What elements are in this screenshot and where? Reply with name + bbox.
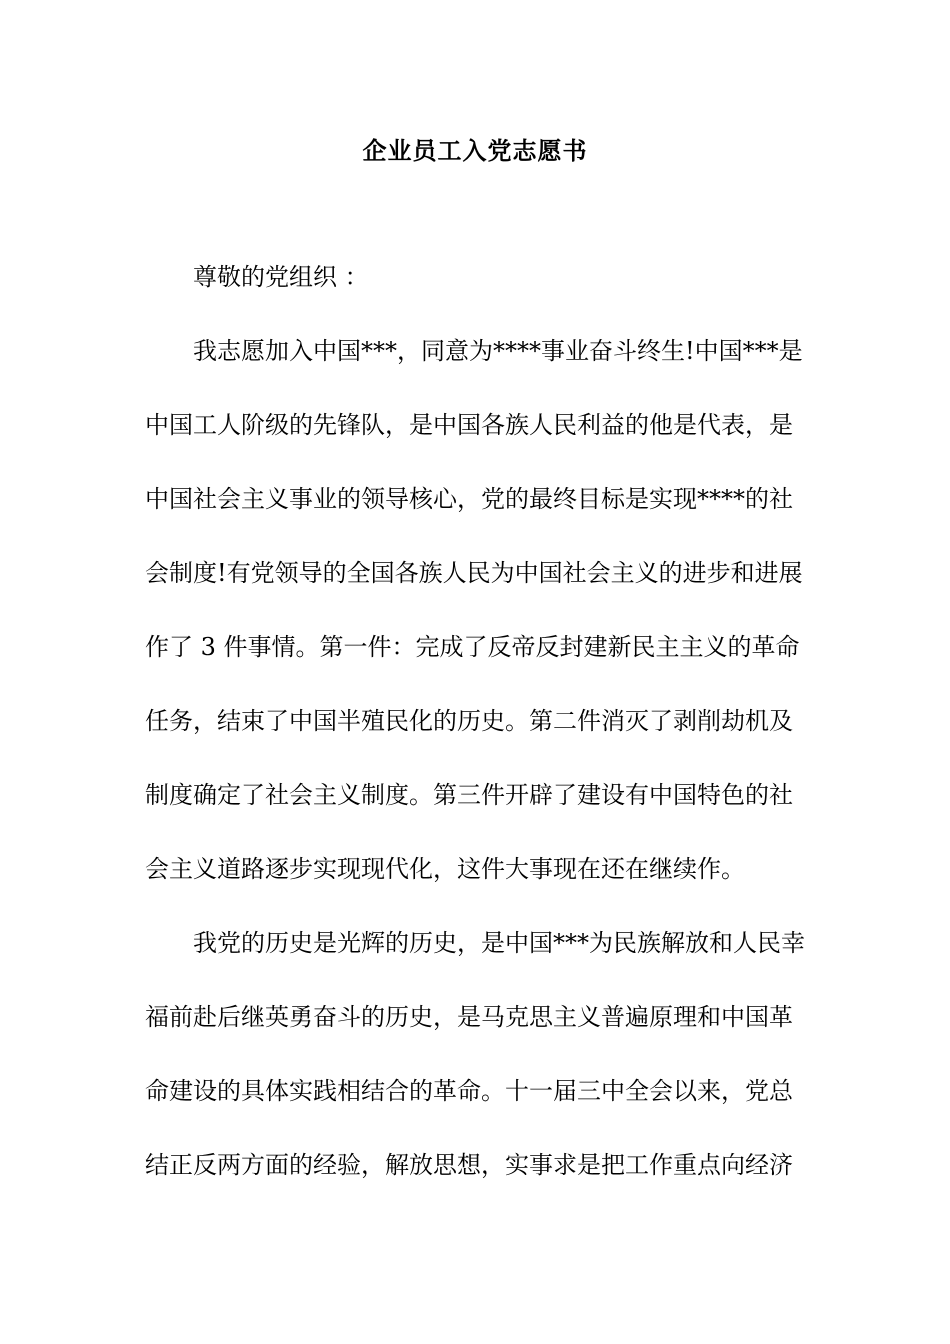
text-line: 尊敬的党组织 ：: [193, 263, 369, 291]
text-line: 制度确定了社会主义制度。第三件开辟了建设有中国特色的社: [145, 781, 793, 809]
text-line: 作了 3 件事情。第一件：完成了反帝反封建新民主主义的革命: [145, 633, 800, 661]
text-line: 我志愿加入中国***，同意为****事业奋斗终生!中国***是: [193, 337, 803, 365]
text-line: 结正反两方面的经验，解放思想，实事求是把工作重点向经济: [145, 1151, 793, 1179]
text-line: 中国工人阶级的先锋队，是中国各族人民利益的他是代表，是: [145, 411, 793, 439]
text-line: 会制度!有党领导的全国各族人民为中国社会主义的进步和进展: [145, 559, 803, 587]
text-line: 会主义道路逐步实现现代化，这件大事现在还在继续作。: [145, 855, 745, 883]
text-line: 福前赴后继英勇奋斗的历史，是马克思主义普遍原理和中国革: [145, 1003, 793, 1031]
document-title: 企业员工入党志愿书: [362, 136, 588, 165]
document-body: [145, 255, 810, 1217]
text-line: 我党的历史是光辉的历史，是中国***为民族解放和人民幸: [193, 929, 805, 957]
text-line: 任务，结束了中国半殖民化的历史。第二件消灭了剥削劫机及: [145, 707, 793, 735]
text-line: 中国社会主义事业的领导核心，党的最终目标是实现****的社: [145, 485, 793, 513]
text-line: 命建设的具体实践相结合的革命。十一届三中全会以来，党总: [145, 1077, 793, 1105]
